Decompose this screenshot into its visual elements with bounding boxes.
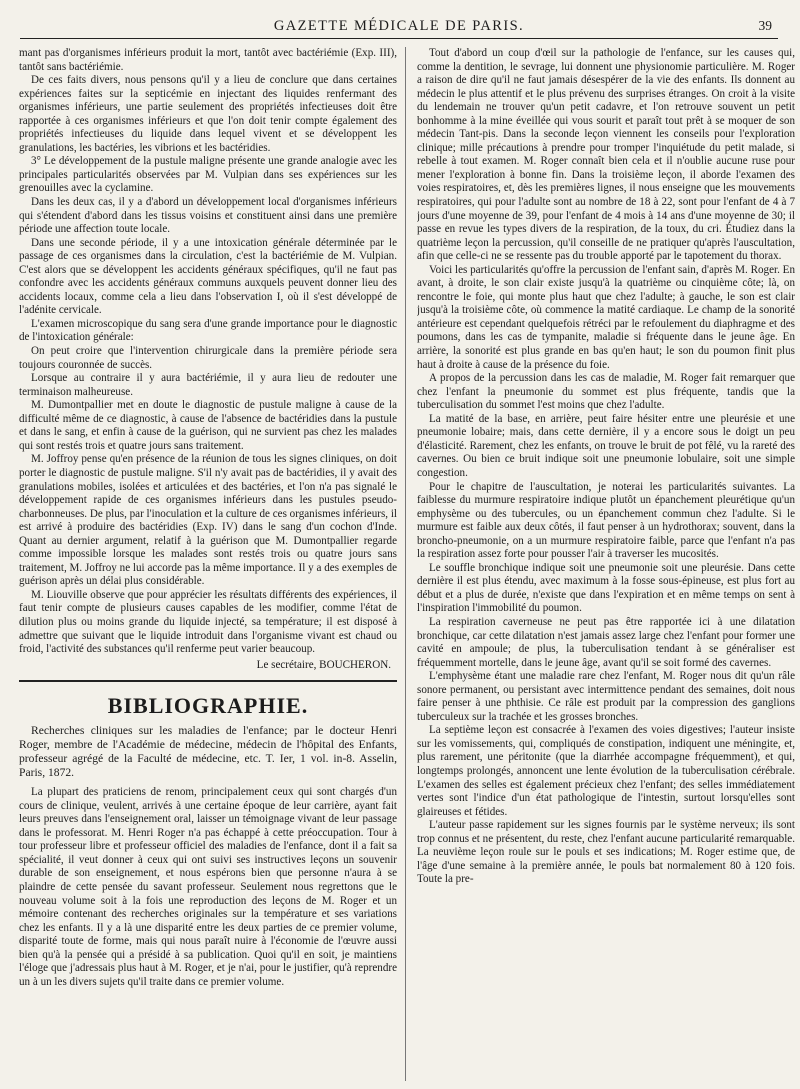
paragraph: Le souffle bronchique indique soit une pneumonie soit une pleurésie. Dans cette dernière il est plus étendu, avec maximum à la fosse sous-épineuse, est plus fort au début et a plus de durée, n'existe que dans l'expiration et en même temps on sent à l'inspiration l'immobilité du poumon. xyxy=(417,561,795,615)
paragraph: La plupart des praticiens de renom, principalement ceux qui sont chargés d'un cours de clinique, veulent, arrivés à une certaine époque de leur carrière, ayant fait leurs preuves dans l'enseignement oral, laisser un témoignage vivant de leur passage dans le professorat. M. Henri Roger n'a pas échappé à cette préoccupation. Tour à tour professeur libre et professeur officiel des maladies de l'enfance, dont il a fait sa spécialité, il veut donner à ceux qui ont suivi ses instructives leçons un souvenir durable de son enseignement, et nous espérons bien que personne n'aura à se plaindre de cette pensée du savant professeur. Seulement nous regrettons que le nouveau volume soit à la fois une reproduction des leçons de M. Roger et un mémoire contenant des recherches originales sur la température et ses variations chez les enfants. Il y a là une disparité entre les deux parties de ce premier volume, disparité toute de forme, mais qui nous paraît nuire à l'économie de l'œuvre aussi bien qu'à la pensée qui a présidé à sa publication. Quoi qu'il en soit, je maintiens l'éloge que j'adressais plus haut à M. Roger, et je n'ai, pour le justifier, qu'à reprendre un à un les divers sujets qu'il traite dans ce premier volume. xyxy=(19,786,397,988)
paragraph: A propos de la percussion dans les cas de maladie, M. Roger fait remarquer que chez l'enfant la pneumonie du sommet est plus fréquente, tandis que la tuberculisation du sommet l'est moins que chez l'adulte. xyxy=(417,372,795,412)
paragraph: M. Dumontpallier met en doute le diagnostic de pustule maligne à cause de la difficulté même de ce diagnostic, à cause de l'absence de bactéridies dans la pustule et dans le sang, et enfin à cause de la guérison, qui ne survient pas chez les malades qui sont restés trois et quatre jours sans traitement. xyxy=(19,399,397,452)
section-separator xyxy=(19,680,397,684)
paragraph: Dans les deux cas, il y a d'abord un développement local d'organismes inférieurs qui s'étendent d'abord dans les tissus voisins et constituent ainsi dans une première période une affection toute locale. xyxy=(19,196,397,236)
journal-title: GAZETTE MÉDICALE DE PARIS. xyxy=(273,18,525,34)
paragraph: L'auteur passe rapidement sur les signes fournis par le système nerveux; ils sont trop connus et ne présentent, du reste, chez l'enfant aucune particularité remarquable. La neuvième leçon roule sur le pouls et ses indications; M. Roger estime que, de l'âge d'une semaine à la première année, le pouls bat normalement 80 à 120 fois. Toute la pre- xyxy=(417,819,795,886)
paragraph: M. Joffroy pense qu'en présence de la réunion de tous les signes cliniques, on doit porter le diagnostic de pustule maligne. S'il n'y avait pas de bactéridies, il y avait des granulations mobiles, isolées et articulées et des bactéries, et l'on n'a pas signalé le développement rapide de ces organismes inférieurs dans les pustules pseudo-charbonneuses. De plus, par l'inoculation et la culture de ces organismes inférieurs, il est arrivé à produire des bactéridies (Exp. IV) dans le sang d'un cochon d'Inde. Quant au dernier argument, relatif à la guérison que M. Dumontpallier regarde comme impossible lorsque les malades sont restés trois ou quatre jours sans traitement, M. Joffroy ne lui accorde pas la même importance. Il y a des exemples de guérison après un délai plus considérable. xyxy=(19,453,397,588)
paragraph: Dans une seconde période, il y a une intoxication générale déterminée par le passage de ces organismes dans la circulation, c'est la bactériémie de M. Vulpian. C'est alors que se développent les accidents généraux spécifiques, qu'il ne faut pas confondre avec les accidents généraux communs auxquels peuvent donner lieu des accidents locaux, comme cela a lieu dans l'observation I, où il s'est développé de l'adénite cervicale. xyxy=(19,236,397,317)
paragraph: On peut croire que l'intervention chirurgicale dans la première période sera toujours couronnée de succès. xyxy=(19,345,397,371)
book-reference: Recherches cliniques sur les maladies de l'enfance; par le docteur Henri Roger, membre de l'Académie de médecine, médecin de l'hôpital des Enfants, professeur agrégé de la Faculté de médecine, etc. T. Ier, 1 vol. in-8. Asselin, Paris, 1872. xyxy=(19,724,397,780)
paragraph: Lorsque au contraire il y aura bactériémie, il y aura lieu de redouter une terminaison malheureuse. xyxy=(19,372,397,398)
paragraph: L'examen microscopique du sang sera d'une grande importance pour le diagnostic de l'intoxication générale: xyxy=(19,317,397,344)
paragraph: La septième leçon est consacrée à l'examen des voies digestives; l'auteur insiste sur les vomissements, qui, compliqués de constipation, indiquent une méningite, et, plus rarement, une péritonite (que la diarrhée accompagne fréquemment), et qui, longtemps prolongés, annoncent une lente évolution de la tuberculisation cérébrale. L'examen des selles est également précieux chez l'enfant; des selles immédiatement vertes sont l'indice d'un état pathologique de l'intestin, surtout lorsqu'elles sont glaireuses et fétides. xyxy=(417,724,795,818)
column-divider xyxy=(405,47,406,1081)
secretary-signature: Le secrétaire, BOUCHERON. xyxy=(256,658,391,671)
paragraph: 3° Le développement de la pustule maligne présente une grande analogie avec les principales particularités observées par M. Vulpian dans ses expériences sur les grenouilles avec la cyclamine. xyxy=(19,155,397,195)
paragraph: La matité de la base, en arrière, peut faire hésiter entre une pleurésie et une pneumonie lobaire; mais, dans cette dernière, il y a encore sous le doigt un peu d'élasticité. Rarement, chez les enfants, on trouve le bruit de pot fêlé, vu la rareté des cavernes. Ou bien ce bruit indique soit une pneumonie lobulaire, soit une simple congestion. xyxy=(417,412,795,479)
paragraph: M. Liouville observe que pour apprécier les résultats différents des expériences, il faut tenir compte de plusieurs causes capables de les modifier, comme l'état de dilution plus ou moins grande du liquide injecté, sa température; il est disposé à admettre que suivant que le liquide introduit dans l'organisme vivant est chaud ou froid, l'activité des substances qu'il renferme peut varier beaucoup. xyxy=(19,588,397,656)
paragraph: Pour le chapitre de l'auscultation, je noterai les particularités suivantes. La faiblesse du murmure respiratoire indique plutôt un épanchement pleurétique qu'un emphysème ou des tubercules, ou un épanchement commun chez l'adulte. Si le murmure est faible aux deux côtés, il faut penser à un hydrothorax; souvent, dans la broncho-pneumonie, on a un murmure respiratoire faible, parce que l'enfant n'a pas la respiration assez forte pour pousser l'air à traverser les mucosités. xyxy=(417,480,795,561)
paragraph: L'emphysème étant une maladie rare chez l'enfant, M. Roger nous dit qu'un râle sonore permanent, ou persistant avec intermittence pendant des semaines, doit nous faire penser à une phthisie. Ce râle est produit par la compression des ganglions tuberculeux sur la trachée et les grosses bronches. xyxy=(417,670,795,723)
paragraph: Voici les particularités qu'offre la percussion de l'enfant sain, d'après M. Roger. En avant, à droite, le son clair existe jusqu'à la quatrième ou cinquième côte; là, on rencontre le foie, qui monte plus haut que chez l'adulte; à gauche, le son est clair jusqu'à la troisième côte, où commence la matité cardiaque. Le champ de la sonorité antérieure est cependant quelquefois rétréci par le refoulement du diaphragme et des poumons, dans les cas de tympanite, maladie si fréquente dans le jeune âge. En arrière, la sonorité est plus grande en bas qu'en haut; le son du poumon finit plus haut à droite à cause de la présence du foie. xyxy=(417,263,795,371)
left-column xyxy=(19,47,397,1081)
page-header xyxy=(20,14,778,39)
paragraph: De ces faits divers, nous pensons qu'il y a lieu de conclure que dans certaines expériences faites sur la septicémie en injectant des liquides renfermant des organismes inférieurs, une partie seulement des propriétés infectieuses doit être rapportée à ces organismes inférieurs et que l'on doit tenir compte également des propriétés infectieuses du liquide dans lequel vivent et se développent les granulations, les bactéries, les vibrions et les bactéridies. xyxy=(19,74,397,154)
paragraph: La respiration caverneuse ne peut pas être rapportée ici à une dilatation bronchique, car cette dilatation n'est jamais assez large chez l'enfant pour former une cavité en ampoule; de plus, la tuberculisation tendant à se généraliser est fréquemment mortelle, dans le jeune âge, avant qu'il se soit formé des cavernes. xyxy=(417,615,795,669)
paragraph: Tout d'abord un coup d'œil sur la pathologie de l'enfance, sur les causes qui, comme la dentition, le sevrage, lui donnent une physionomie particulière. M. Roger a raison de dire qu'il ne faut jamais désespérer de la vie des enfants. Ils donnent au médecin le plus attentif et le plus prévenu des surprises étranges. On croit à la visite du lendemain ne trouver qu'un petit cadavre, et l'on retrouve souvent un petit bonhomme à la mine éveillée qui vous sourit et paraît tout prêt à se moquer de son médecin Tant-pis. Dans la seconde leçon viennent les conseils pour l'exploration clinique; mille précautions à prendre pour tromper l'inquiétude du petit malade, si rebelle à tout examen. M. Roger connaît bien cela et il n'oublie aucune ruse pour mener l'exploration à bonne fin. Dans la troisième leçon, il aborde l'examen des voies respiratoires, et, dès les premières lignes, il nous enseigne que les mouvements respiratoires, qui pour l'adulte sont au nombre de 18 à 22, sont pour l'enfant de 4 à 7 jours d'une moyenne de 39, pour l'enfant de 4 mois à 14 ans d'une moyenne de 30; il passe en revue les types divers de la respiration, de la toux, du cri. Étudiez dans la quatrième leçon la percussion, qu'il conseille de ne pratiquer qu'après l'auscultation, afin que celle-ci ne se ressente pas du trouble apporté par le tapotement du thorax. xyxy=(417,47,795,263)
right-column xyxy=(417,47,795,1081)
page-number: 39 xyxy=(758,18,772,33)
paragraph: mant pas d'organismes inférieurs produit la mort, tantôt avec bactériémie (Exp. III), tantôt sans bactériémie. xyxy=(19,47,397,73)
bibliography-heading: BIBLIOGRAPHIE. xyxy=(107,693,309,719)
